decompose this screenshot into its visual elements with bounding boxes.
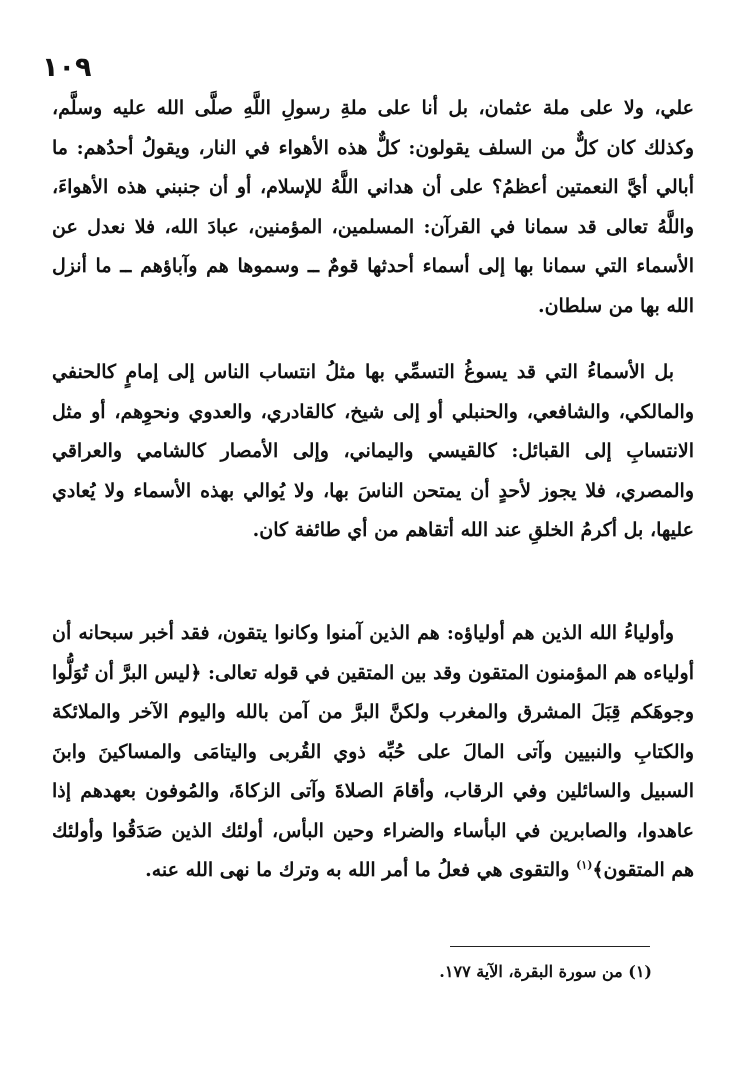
paragraph-2: بل الأسماءُ التي قد يسوغُ التسمِّي بها مثلُ انتساب الناس إلى إمامٍ كالحنفي والمالكي، والشافعي، والحنبلي أو إلى شيخ، كالقادري، والعدوي ونحوِهم، أو مثل الانتسابِ إلى القبائل: كالقيسي واليماني، وإلى الأمصار كالشامي والعراقي والمصري، فلا يجوز لأحدٍ أن يمتحن الناسَ بها، ولا يُوالي بهذه الأسماء ولا يُعادي عليها، بل أكرمُ الخلقِ عند الله أتقاهم من أي طائفة كان. (52, 361, 694, 541)
paragraph-3-tail: والتقوى هي فعلُ ما أمر الله به وترك ما نهى الله عنه. (145, 859, 577, 881)
paragraph-1: علي، ولا على ملة عثمان، بل أنا على ملةِ رسولِ اللَّهِ صلَّى الله عليه وسلَّم، وكذلك كان كلٌّ من السلف يقولون: كلٌّ هذه الأهواء في النار، ويقولُ أحدُهم: ما أبالي أيَّ النعمتين أعظمُ؟ على أن هداني اللَّهُ للإسلام، أو أن جنبني هذه الأهواءَ، واللَّهُ تعالى قد سمانا في القرآن: المسلمين، المؤمنين، عبادَ الله، فلا نعدل عن الأسماء التي سمانا بها إلى أسماء أحدثها قومٌ ــ وسموها هم وآباؤهم ــ ما أنزل الله بها من سلطان. (52, 97, 694, 317)
paragraph-3-quote: وأولياءُ الله الذين هم أولياؤه: هم الذين آمنوا وكانوا يتقون، فقد أخبر سبحانه أن أولياءه هم المؤمنون المتقون وقد بين المتقين في قوله تعالى: ﴿ليس البرَّ أن تُوَلُّوا وجوهَكم قِبَلَ المشرق والمغرب ولكنَّ البرَّ من آمن بالله واليوم الآخر والملائكة والكتابِ والنبيين وآتى المالَ على حُبِّه ذوي القُربى واليتامَى والمساكينَ وابنَ السبيل والسائلين وفي الرقاب، وأقامَ الصلاةَ وآتى الزكاةَ، والمُوفون بعهدهم إذا عاهدوا، والصابرين في البأساء والضراء وحين البأس، أولئك الذين صَدَقُوا وأولئك هم المتقون﴾ (52, 622, 694, 881)
paragraph-3 (52, 614, 694, 891)
footnote-divider (450, 946, 650, 947)
page-number: ١٠٩ (42, 52, 92, 83)
footnote-reference: (١) (576, 858, 593, 872)
footnote: (١) من سورة البقرة، الآية ١٧٧. (439, 962, 652, 981)
